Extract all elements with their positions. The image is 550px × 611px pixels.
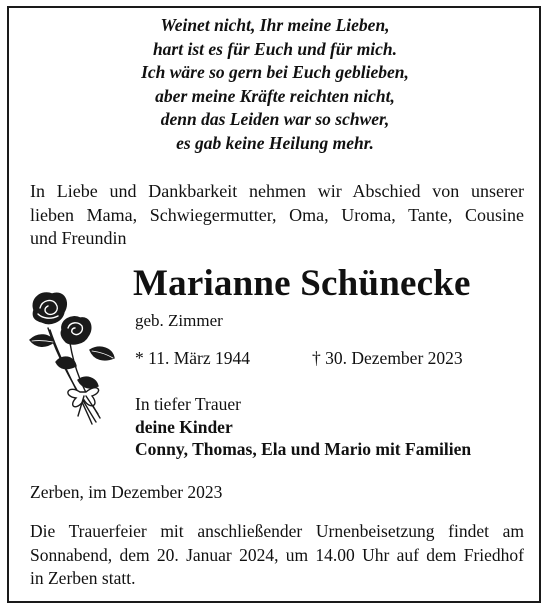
birth-date: * 11. März 1944 <box>135 348 251 368</box>
poem-line: Ich wäre so gern bei Euch geblieben, <box>141 62 409 83</box>
funeral-line: Die Trauerfeier mit anschließender Urnenbeisetzung findet am <box>30 521 524 541</box>
poem-line: denn das Leiden war so schwer, <box>160 109 390 130</box>
poem-line: hart ist es für Euch und für mich. <box>152 38 398 59</box>
funeral-info <box>30 520 524 591</box>
funeral-line: Sonnabend, dem 20. Januar 2024, um 14.00 Uhr auf dem Friedhof <box>30 544 524 565</box>
poem <box>0 14 550 156</box>
intro-line: und Freundin <box>30 228 127 248</box>
funeral-line: in Zerben statt. <box>30 568 136 588</box>
mourning-line: deine Kinder <box>135 416 233 437</box>
maiden-name: geb. Zimmer <box>135 311 223 330</box>
death-date: † 30. Dezember 2023 <box>312 348 463 368</box>
roses-icon <box>20 288 120 428</box>
deceased-name: Marianne Schünecke <box>133 263 471 304</box>
intro-line: lieben Mama, Schwiegermutter, Oma, Uroma, Tante, Cousine <box>30 204 524 225</box>
place-date: Zerben, im Dezember 2023 <box>30 482 223 502</box>
poem-line: Weinet nicht, Ihr meine Lieben, <box>160 15 390 35</box>
poem-line: es gab keine Heilung mehr. <box>176 132 374 153</box>
mourning-line: In tiefer Trauer <box>135 394 241 414</box>
mourning-signature <box>135 393 471 461</box>
poem-line: aber meine Kräfte reichten nicht, <box>155 85 395 106</box>
intro-text <box>30 180 524 251</box>
mourning-line: Conny, Thomas, Ela und Mario mit Familien <box>135 439 472 459</box>
intro-line: In Liebe und Dankbarkeit nehmen wir Abschied von unserer <box>30 181 524 201</box>
